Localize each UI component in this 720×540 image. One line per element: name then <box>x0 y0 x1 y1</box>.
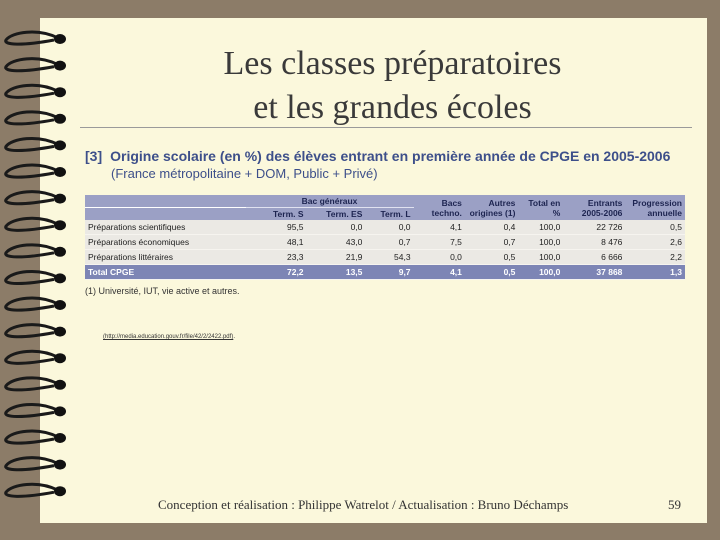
binding-rings <box>6 32 66 496</box>
binding-ring <box>6 484 58 496</box>
binding-ring <box>6 458 58 470</box>
cell-entrants: 6 666 <box>563 250 625 265</box>
cell-autres: 0,4 <box>465 220 519 235</box>
binding-hole <box>54 486 66 496</box>
binding-ring <box>6 271 58 283</box>
row-label: Préparations économiques <box>85 235 246 250</box>
cell-term-l: 0,0 <box>365 220 413 235</box>
header-term-s: Term. S <box>246 208 307 221</box>
binding-hole <box>54 167 66 177</box>
binding-ring <box>6 32 58 44</box>
header-progression: Progression annuelle <box>625 195 685 220</box>
header-bac-generaux: Bac généraux <box>246 195 414 208</box>
binding-ring <box>6 192 58 204</box>
cell-total: 100,0 <box>518 250 563 265</box>
binding-hole <box>54 353 66 363</box>
row-label: Préparations littéraires <box>85 250 246 265</box>
total-entrants: 37 868 <box>563 265 625 280</box>
binding-hole <box>54 194 66 204</box>
binding-hole <box>54 34 66 44</box>
binding-hole <box>54 220 66 230</box>
source-link[interactable]: (http://media.education.gouv.fr/file/42/2/2422.pdf) <box>103 334 234 340</box>
total-term-es: 13,5 <box>307 265 366 280</box>
total-techno: 4,1 <box>414 265 465 280</box>
binding-hole <box>54 114 66 124</box>
figure-title-text: Origine scolaire (en %) des élèves entrant en première année de CPGE en 2005-2006 <box>110 148 671 164</box>
header-bacs-techno: Bacs techno. <box>414 195 465 220</box>
spiral-binding <box>0 0 80 540</box>
total-label: Total CPGE <box>85 265 246 280</box>
binding-ring <box>6 85 58 97</box>
cell-progression: 2,6 <box>625 235 685 250</box>
header-autres-origines: Autres origines (1) <box>465 195 519 220</box>
cell-term-s: 95,5 <box>246 220 307 235</box>
cell-term-l: 0,7 <box>365 235 413 250</box>
binding-ring <box>6 138 58 150</box>
figure <box>85 148 685 296</box>
figure-title <box>85 148 685 164</box>
header-term-l: Term. L <box>365 208 413 221</box>
binding-hole <box>54 273 66 283</box>
slide-title <box>95 42 690 130</box>
page-number: 59 <box>668 497 681 512</box>
table-row <box>85 220 685 235</box>
cell-term-s: 48,1 <box>246 235 307 250</box>
header-term-es: Term. ES <box>307 208 366 221</box>
cell-autres: 0,7 <box>465 235 519 250</box>
binding-ring <box>6 218 58 230</box>
origin-table <box>85 195 685 280</box>
table-row <box>85 235 685 250</box>
cell-techno: 4,1 <box>414 220 465 235</box>
figure-number: [3] <box>85 148 103 164</box>
source-suffix: . <box>233 334 235 340</box>
header-entrants: Entrants 2005-2006 <box>563 195 625 220</box>
cell-entrants: 22 726 <box>563 220 625 235</box>
binding-ring <box>6 404 58 416</box>
source-reference <box>103 334 235 340</box>
table-row <box>85 250 685 265</box>
title-line-2: et les grandes écoles <box>253 89 532 126</box>
cell-total: 100,0 <box>518 235 563 250</box>
binding-hole <box>54 87 66 97</box>
binding-hole <box>54 61 66 71</box>
total-term-s: 72,2 <box>246 265 307 280</box>
cell-techno: 7,5 <box>414 235 465 250</box>
binding-ring <box>6 325 58 337</box>
binding-ring <box>6 298 58 310</box>
cell-autres: 0,5 <box>465 250 519 265</box>
binding-ring <box>6 112 58 124</box>
total-total: 100,0 <box>518 265 563 280</box>
binding-ring <box>6 245 58 257</box>
header-total-pct: Total en % <box>518 195 563 220</box>
binding-ring <box>6 378 58 390</box>
title-line-1: Les classes préparatoires <box>223 45 562 82</box>
binding-hole <box>54 406 66 416</box>
binding-hole <box>54 140 66 150</box>
binding-hole <box>54 300 66 310</box>
figure-footnote: (1) Université, IUT, vie active et autres. <box>85 286 240 296</box>
cell-techno: 0,0 <box>414 250 465 265</box>
binding-ring <box>6 431 58 443</box>
slide-footer: Conception et réalisation : Philippe Watrelot / Actualisation : Bruno Déchamps <box>158 497 569 512</box>
cell-term-es: 0,0 <box>307 220 366 235</box>
binding-hole <box>54 380 66 390</box>
row-label: Préparations scientifiques <box>85 220 246 235</box>
cell-progression: 0,5 <box>625 220 685 235</box>
header-label-blank <box>85 208 246 221</box>
total-term-l: 9,7 <box>365 265 413 280</box>
binding-ring <box>6 351 58 363</box>
cell-term-s: 23,3 <box>246 250 307 265</box>
binding-hole <box>54 247 66 257</box>
cell-term-l: 54,3 <box>365 250 413 265</box>
binding-hole <box>54 433 66 443</box>
binding-ring <box>6 59 58 71</box>
cell-progression: 2,2 <box>625 250 685 265</box>
cell-term-es: 43,0 <box>307 235 366 250</box>
cell-total: 100,0 <box>518 220 563 235</box>
cell-term-es: 21,9 <box>307 250 366 265</box>
title-divider <box>80 127 692 128</box>
binding-hole <box>54 460 66 470</box>
figure-subtitle: (France métropolitaine + DOM, Public + Privé) <box>111 166 378 181</box>
table-total-row <box>85 265 685 280</box>
cell-entrants: 8 476 <box>563 235 625 250</box>
total-autres: 0,5 <box>465 265 519 280</box>
binding-ring <box>6 165 58 177</box>
header-empty <box>85 195 246 208</box>
binding-hole <box>54 327 66 337</box>
total-progression: 1,3 <box>625 265 685 280</box>
